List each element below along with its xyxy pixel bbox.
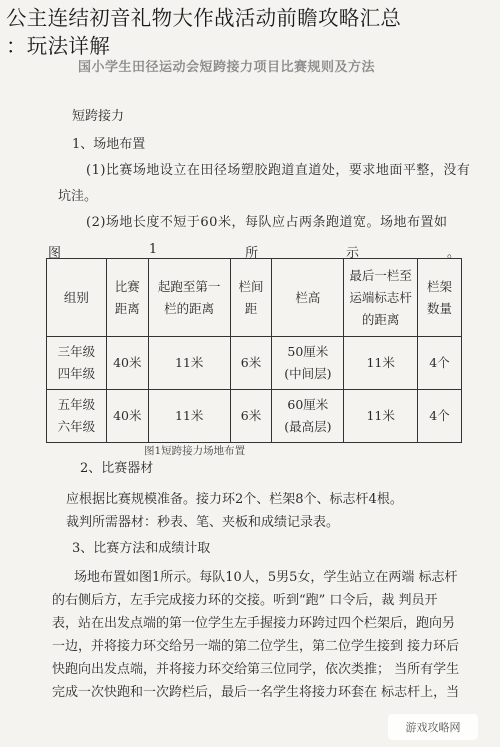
- group-cell: 五年级 六年级: [47, 390, 107, 443]
- header-cell: 起跑至第一 栏的距离: [148, 259, 230, 337]
- hurdle-gap-cell: 6米: [230, 337, 272, 390]
- table-row: [47, 390, 462, 443]
- section2-paragraph1: 应根据比赛规模准备。接力环2个、栏架8个、标志杆4根。: [66, 492, 403, 507]
- overlay-title-line1: 公主连结初音礼物大作战活动前瞻攻略汇总: [6, 6, 402, 30]
- watermark-text: 游戏攻略网: [405, 721, 461, 734]
- header-cell: 栏高: [272, 259, 344, 337]
- distance-cell: 40米: [106, 337, 148, 390]
- section3-line: 一边，并将接力环交给另一端的第二位学生，第二位学生接到 接力环后: [52, 639, 460, 654]
- hurdle-height-cell: 60厘米 (最高层): [272, 390, 344, 443]
- distance-cell: 40米: [106, 390, 148, 443]
- section3-line: 的右侧后方，左手完成接力环的交接。听到“跑” 口令后，裁 判员开: [52, 593, 438, 608]
- section3-heading: 3、比赛方法和成绩计取: [72, 541, 211, 556]
- header-cell: 最后一栏至 运端标志杆 的距离: [344, 259, 418, 337]
- section1-paragraph2: (2)场地长度不短于60米，每队应占两条跑道宽。场地布置如: [86, 215, 448, 230]
- group-cell: 三年级 四年级: [47, 337, 107, 390]
- table-caption: 图1短跨接力场地布置: [144, 445, 246, 457]
- section2-paragraph2: 裁判所需器材：秒表、笔、夹板和成绩记录表。: [66, 515, 340, 530]
- overlay-title-line2: ：玩法详解: [6, 34, 110, 58]
- figure-ref-word: 图: [48, 246, 62, 261]
- venue-table: [46, 258, 462, 443]
- header-cell: 栏间 距: [230, 259, 272, 337]
- hurdle-count-cell: 4个: [418, 337, 462, 390]
- section3-line: 表，站在出发点端的第一位学生左手握接力环跨过四个栏架后，跑向另: [52, 616, 456, 631]
- header-cell: 栏架 数量: [418, 259, 462, 337]
- header-cell: 组别: [47, 259, 107, 337]
- document-header: 国小学生田径运动会短跨接力项目比赛规则及方法: [78, 60, 376, 75]
- overlay-title: [6, 4, 496, 60]
- figure-ref-period: 。: [446, 246, 460, 261]
- last-hurdle-cell: 11米: [344, 390, 418, 443]
- header-cell: 比赛 距离: [106, 259, 148, 337]
- section1-heading: 1、场地布置: [72, 137, 146, 152]
- section2-heading: 2、比赛器材: [80, 461, 154, 476]
- section3-line: 完成一次快跑和一次跨栏后，最后一名学生将接力环套在 标志杆上，当: [52, 685, 460, 700]
- section-title: 短跨接力: [72, 109, 125, 124]
- table-header-row: [47, 259, 462, 337]
- section1-paragraph1-cont: 坑洼。: [58, 189, 98, 204]
- figure-ref-number: 1: [148, 242, 158, 257]
- hurdle-count-cell: 4个: [418, 390, 462, 443]
- figure-ref-word: 所: [245, 246, 259, 261]
- first-hurdle-cell: 11米: [148, 390, 230, 443]
- table-row: [47, 337, 462, 390]
- section1-paragraph1: (1)比赛场地设立在田径场塑胶跑道直道处，要求地面平整，没有: [86, 163, 471, 178]
- section3-line: 快跑向出发点端，并将接力环交给第三位同学，依次类推； 当所有学生: [52, 662, 460, 677]
- figure-ref-word: 示: [346, 246, 360, 261]
- hurdle-height-cell: 50厘米 (中间层): [272, 337, 344, 390]
- section3-line: 场地布置如图1所示。每队10人，5男5女，学生站立在两端 标志杆: [74, 570, 458, 585]
- first-hurdle-cell: 11米: [148, 337, 230, 390]
- hurdle-gap-cell: 6米: [230, 390, 272, 443]
- last-hurdle-cell: 11米: [344, 337, 418, 390]
- watermark-badge: [388, 714, 478, 740]
